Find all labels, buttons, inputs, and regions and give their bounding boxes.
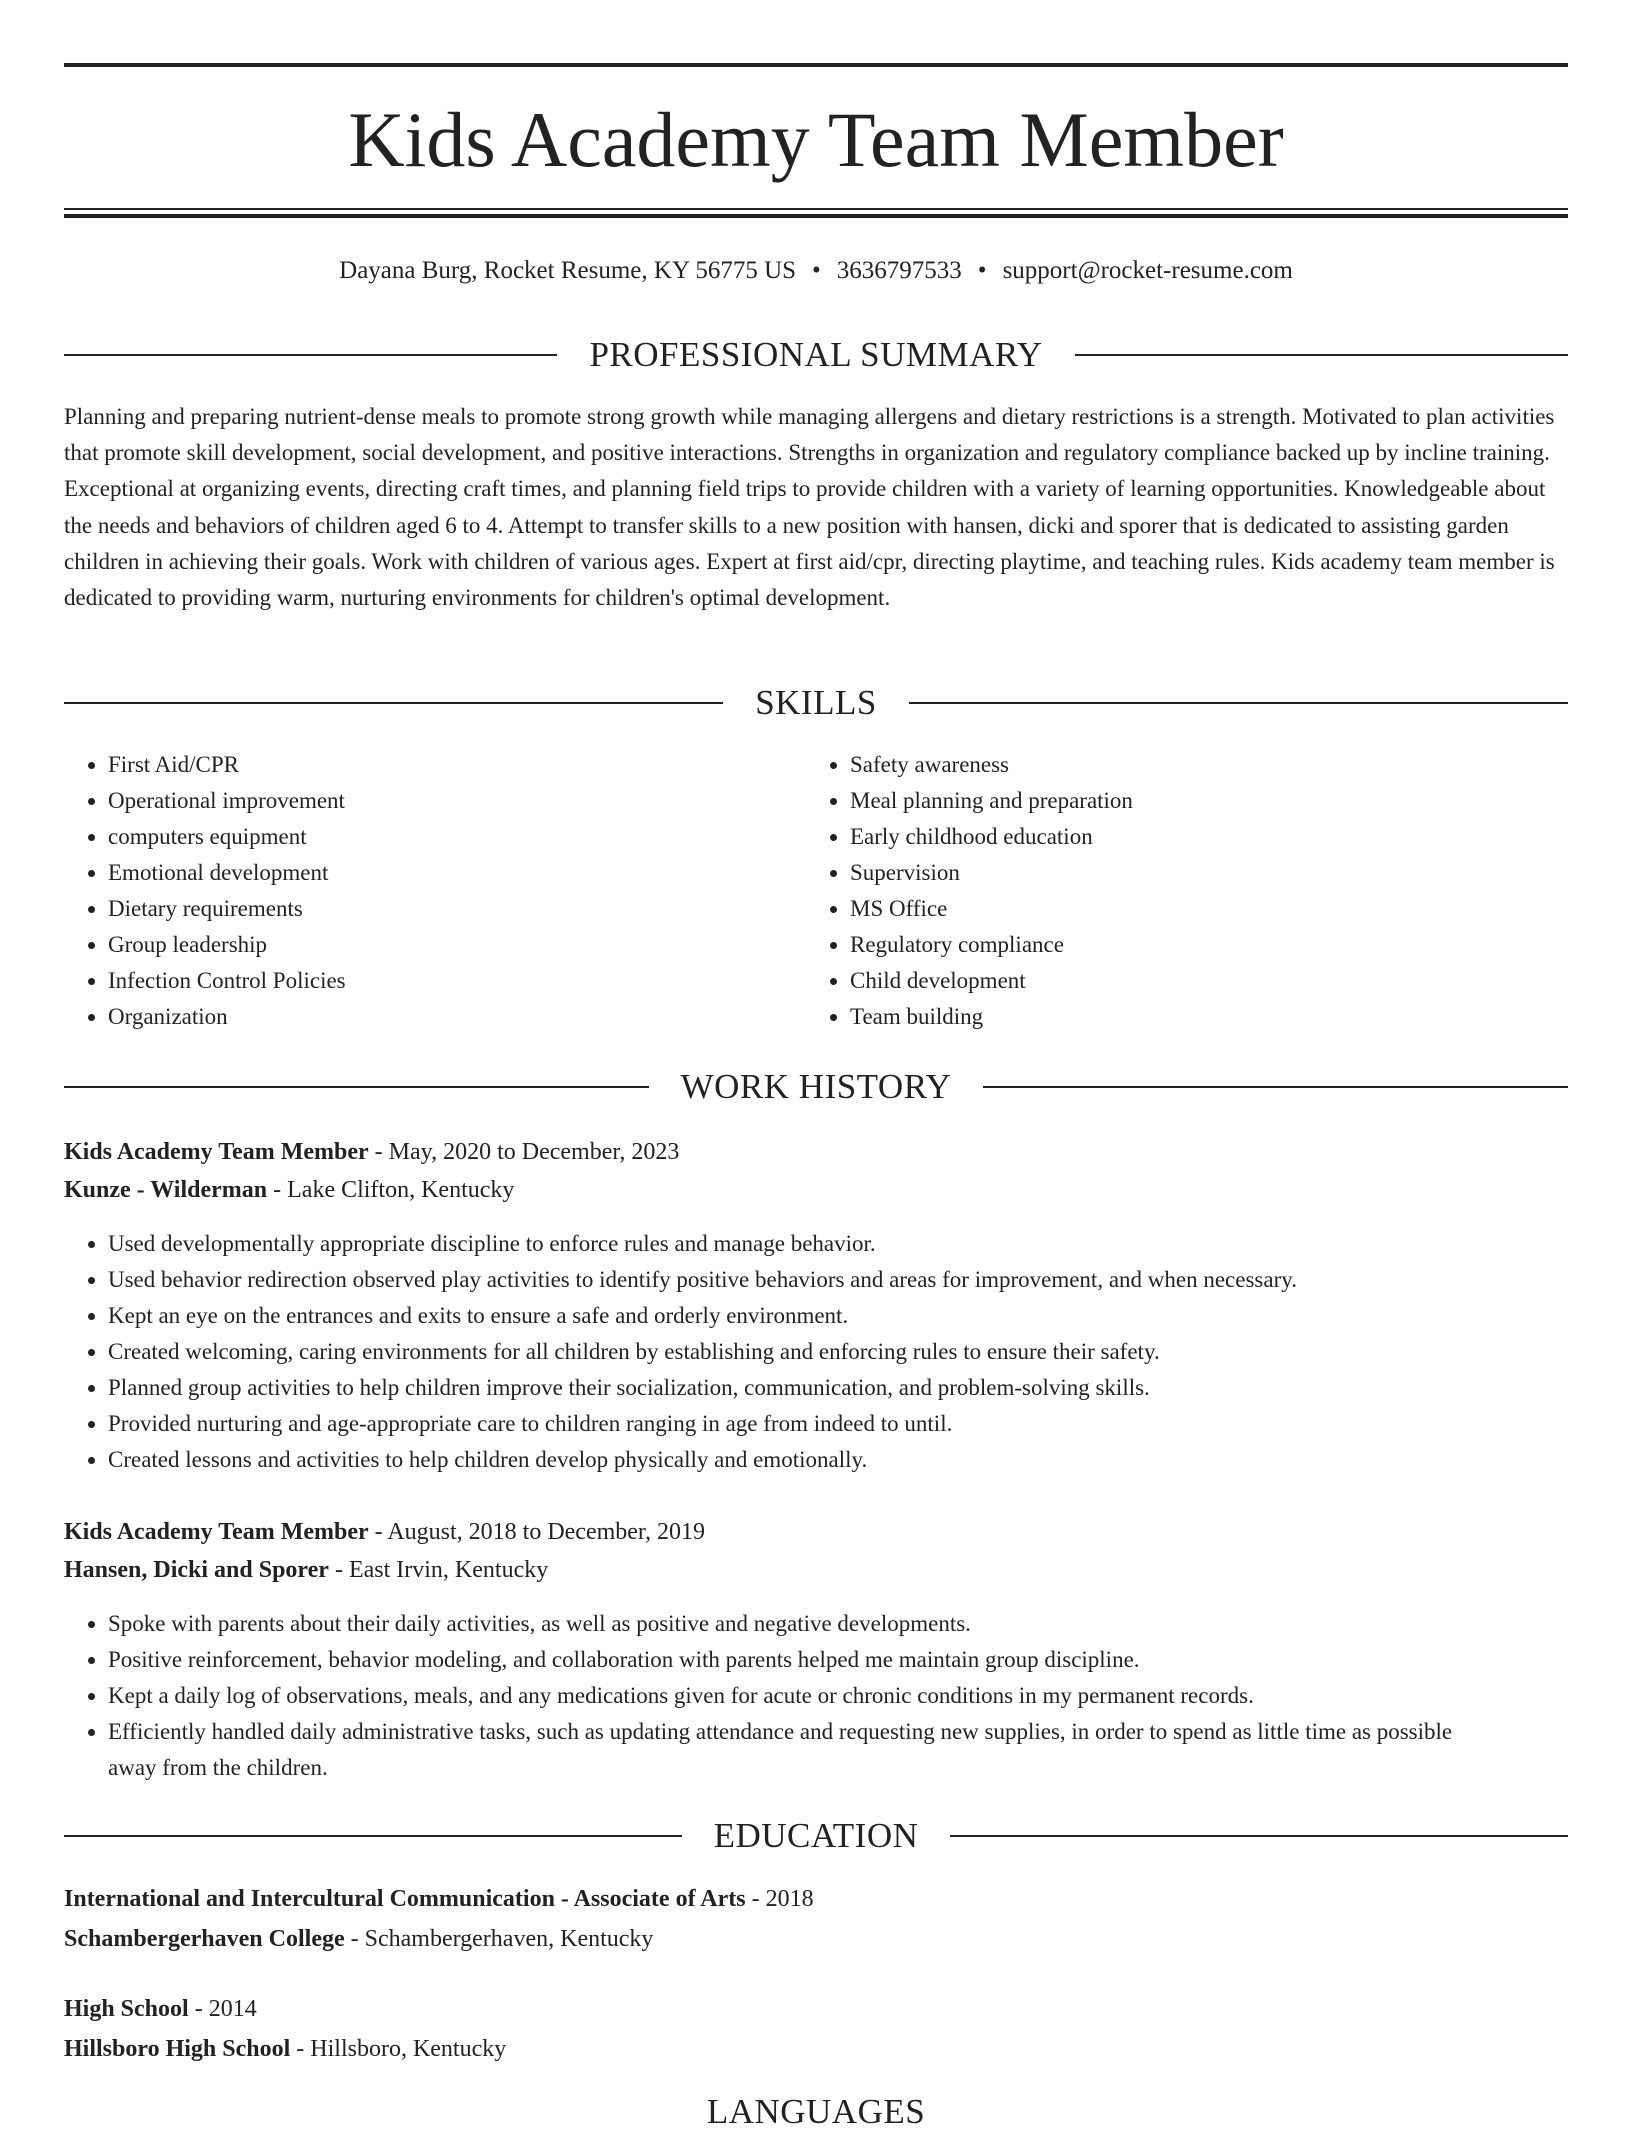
job-title: Kids Academy Team Member: [64, 1519, 369, 1545]
dash: -: [344, 1926, 365, 1952]
job-dates: May, 2020 to December, 2023: [388, 1139, 680, 1165]
job-company: Kunze - Wilderman: [64, 1177, 268, 1203]
section-title: LANGUAGES: [706, 2092, 926, 2131]
education-degree-line: [64, 1990, 1568, 2028]
section-title: WORK HISTORY: [680, 1067, 952, 1106]
resume-title: Kids Academy Team Member: [348, 96, 1284, 183]
section-heading-languages: [64, 2090, 1568, 2134]
skills-right-column: [806, 747, 1506, 1035]
skill-item: • Team building: [850, 999, 1506, 1035]
skill-item: • Child development: [850, 963, 1506, 999]
skill-item: • Regulatory compliance: [850, 927, 1506, 963]
job-title-line: [64, 1513, 1568, 1551]
section-heading-education: [64, 1814, 1568, 1858]
duty-item: • Spoke with parents about their daily activities, as well as positive and negative developments.: [108, 1606, 1504, 1642]
education-year: 2018: [765, 1886, 814, 1912]
duty-list: [64, 1226, 1568, 1478]
job-employer-line: [64, 1551, 1568, 1589]
job-location: Lake Clifton, Kentucky: [287, 1177, 515, 1203]
education-school: Schambergerhaven College: [64, 1926, 345, 1952]
contact-phone: 3636797533: [836, 257, 962, 284]
job-title: Kids Academy Team Member: [64, 1139, 369, 1165]
dash: -: [290, 2036, 311, 2062]
education-location: Hillsboro, Kentucky: [310, 2036, 507, 2062]
duty-item: • Created welcoming, caring environments for all children by establishing and enforcing rules to ensure their safety.: [108, 1334, 1568, 1370]
duty-item: • Used behavior redirection observed play activities to identify positive behaviors and areas for improvement, and when necessary.: [108, 1262, 1568, 1298]
summary-paragraph: Planning and preparing nutrient-dense meals to promote strong growth while managing allergens and dietary restrictions is a strength. Motivated to plan activities that promote skill development, social development, and positive interactions. Strengths in organization and regulatory compliance backed up by incline training. Exceptional at organizing events, directing craft times, and planning field trips to provide children with a variety of learning opportunities. Knowledgeable about the needs and behaviors of children aged 6 to 4. Attempt to transfer skills to a new position with hansen, dicki and sporer that is dedicated to assisting garden children in achieving their goals. Work with children of various ages. Expert at first aid/cpr, directing playtime, and teaching rules. Kids academy team member is dedicated to providing warm, nurturing environments for children's optimal development.: [64, 404, 1555, 611]
job-location: East Irvin, Kentucky: [348, 1557, 549, 1583]
heading-rule: [983, 1086, 1568, 1088]
skill-item: • Meal planning and preparation: [850, 783, 1506, 819]
dash: -: [368, 1139, 389, 1165]
job-duties: [64, 1226, 1568, 1478]
skill-item: • Safety awareness: [850, 747, 1506, 783]
education-school-line: [64, 2030, 1568, 2068]
section-title: EDUCATION: [713, 1816, 919, 1855]
education-location: Schambergerhaven, Kentucky: [364, 1926, 654, 1952]
duty-item: • Used developmentally appropriate discipline to enforce rules and manage behavior.: [108, 1226, 1568, 1262]
skill-item: • First Aid/CPR: [108, 747, 764, 783]
skills-list: [806, 747, 1506, 1035]
contact-separator: •: [977, 257, 987, 284]
heading-rule: [950, 1835, 1568, 1837]
skill-item: • Supervision: [850, 855, 1506, 891]
education-degree: High School: [64, 1996, 189, 2022]
skill-item: • Operational improvement: [108, 783, 764, 819]
header-double-rule-upper: [64, 208, 1568, 210]
job-title-line: [64, 1133, 1568, 1171]
job-dates: August, 2018 to December, 2019: [387, 1519, 705, 1545]
contact-line: [64, 254, 1568, 288]
duty-item: • Kept a daily log of observations, meals, and any medications given for acute or chronic conditions in my permanent records.: [108, 1678, 1504, 1714]
heading-rule: [909, 702, 1568, 704]
section-title: PROFESSIONAL SUMMARY: [589, 335, 1043, 374]
job-employer-line: [64, 1171, 1568, 1209]
skills-left-column: [64, 747, 764, 1035]
header-double-rule-lower: [64, 214, 1568, 218]
education-school: Hillsboro High School: [64, 2036, 291, 2062]
dash: -: [267, 1177, 288, 1203]
skill-item: • Dietary requirements: [108, 891, 764, 927]
skill-item: • Early childhood education: [850, 819, 1506, 855]
duty-item: • Provided nurturing and age-appropriate care to children ranging in age from indeed to until.: [108, 1406, 1568, 1442]
education-school-line: [64, 1920, 1568, 1958]
skill-item: • Organization: [108, 999, 764, 1035]
duty-item: • Planned group activities to help children improve their socialization, communication, and problem-solving skills.: [108, 1370, 1568, 1406]
duty-item: • Kept an eye on the entrances and exits to ensure a safe and orderly environment.: [108, 1298, 1568, 1334]
heading-rule: [64, 1835, 682, 1837]
section-heading-summary: [64, 333, 1568, 377]
contact-address: Dayana Burg, Rocket Resume, KY 56775 US: [339, 257, 797, 284]
heading-rule: [64, 354, 557, 356]
education-year: 2014: [208, 1996, 257, 2022]
job-duties: [64, 1606, 1504, 1786]
dash: -: [188, 1996, 209, 2022]
section-heading-skills: [64, 681, 1568, 725]
dash: -: [368, 1519, 388, 1545]
education-degree: International and Intercultural Communication - Associate of Arts: [64, 1886, 746, 1912]
skill-item: • MS Office: [850, 891, 1506, 927]
skill-item: • Infection Control Policies: [108, 963, 764, 999]
heading-rule: [64, 702, 723, 704]
skills-list: [64, 747, 764, 1035]
heading-rule: [64, 1086, 649, 1088]
contact-separator: •: [812, 257, 821, 284]
contact-email: support@rocket-resume.com: [1002, 257, 1293, 284]
duty-item: • Created lessons and activities to help children develop physically and emotionally.: [108, 1442, 1568, 1478]
duty-item: • Efficiently handled daily administrative tasks, such as updating attendance and requesting new supplies, in order to spend as little time as possible away from the children.: [108, 1714, 1504, 1786]
skill-item: • Emotional development: [108, 855, 764, 891]
section-heading-work-history: [64, 1065, 1568, 1109]
dash: -: [328, 1557, 349, 1583]
duty-list: [64, 1606, 1504, 1786]
education-degree-line: [64, 1880, 1568, 1918]
header-top-rule: [64, 63, 1568, 67]
section-title: SKILLS: [755, 683, 877, 722]
heading-rule: [1075, 354, 1568, 356]
skill-item: • computers equipment: [108, 819, 764, 855]
job-company: Hansen, Dicki and Sporer: [64, 1557, 329, 1583]
dash: -: [745, 1886, 766, 1912]
skill-item: • Group leadership: [108, 927, 764, 963]
duty-item: • Positive reinforcement, behavior modeling, and collaboration with parents helped me maintain group discipline.: [108, 1642, 1504, 1678]
